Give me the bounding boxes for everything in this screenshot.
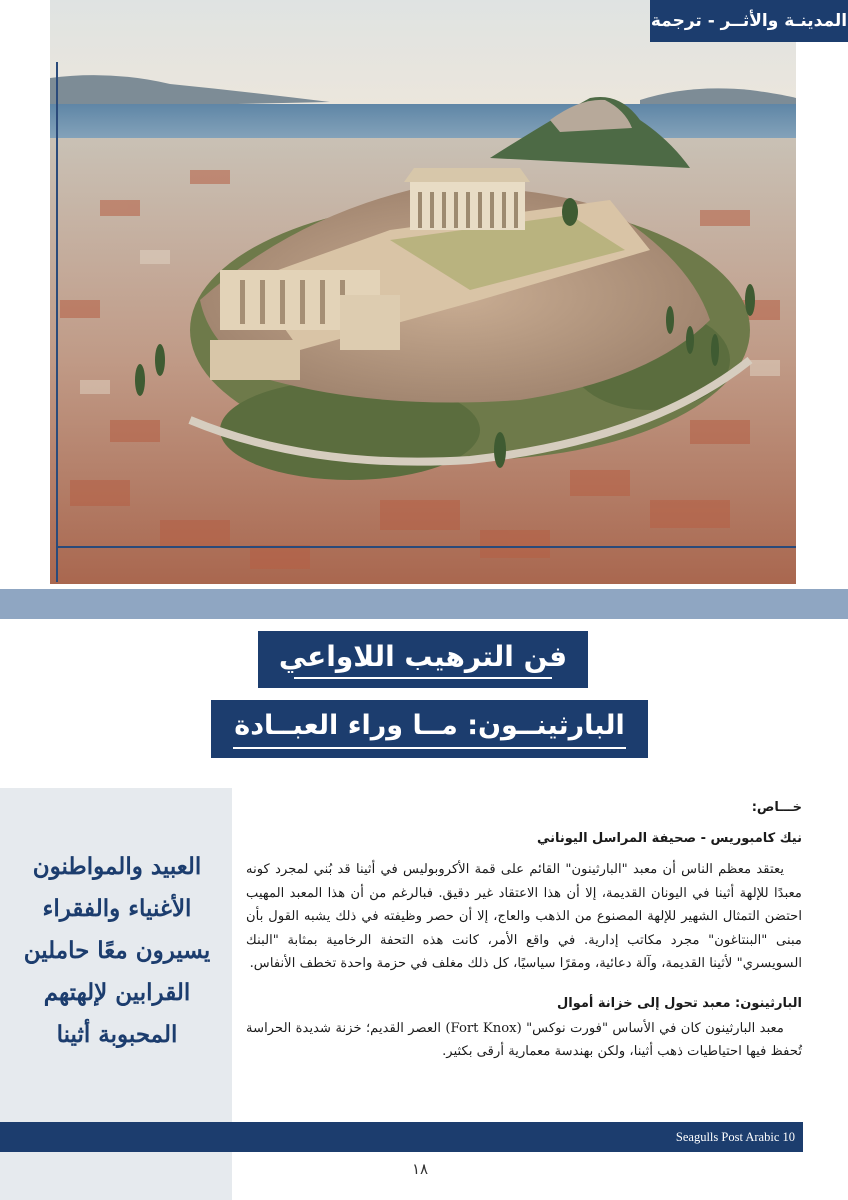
article-paragraph-2-end: ) العصر القديم؛ خزنة شديدة الحراسة تُحفظ فيها احتياطيات ذهب أثينا، ولكن بهندسة معمارية أرقى بكثير.: [246, 1020, 802, 1059]
title-primary: [258, 631, 588, 688]
article-body: [246, 800, 802, 1064]
article-paragraph-2-start: معبد البارثينون كان في الأساس "فورت نوكس" (: [516, 1020, 784, 1036]
article-paragraph-2: [246, 1017, 802, 1064]
pull-quote: العبيد والمواطنون الأغنياء والفقراء يسيرون معًا حاملين القرابين لإلهتهم المحبوبة أثينا: [23, 853, 211, 1048]
frame-line-horizontal: [56, 546, 796, 548]
article-paragraph-1: يعتقد معظم الناس أن معبد "البارثينون" القائم على قمة الأكروبوليس في أثينا قد بُني لمجرد كونه معبدًا للإلهة أثينا في اليونان القديمة، إلا أن هذا الاعتقاد غير دقيق. فبالرغم من أن هذا المعبد المهيب احتضن التمثال الشهير للإلهة المصنوع من الذهب والعاج، إلا أن حصر وظيفته في ذلك يشبه القول بأن مبنى "البنتاغون" مجرد مكاتب إدارية. في واقع الأمر، كانت هذه التحفة الرخامية بمثابة "البنك السويسري" لأثينا القديمة، وآلة دعائية، ومقرًا سياسيًا، كل ذلك مغلف في حزمة واحدة تخطف الأنفاس.: [246, 862, 802, 971]
footer-publication: Seagulls Post Arabic 10: [675, 1130, 795, 1144]
article-kicker: خـــاص:: [751, 800, 802, 815]
page-number: ١٨: [411, 1160, 429, 1178]
title-primary-underline: [294, 677, 552, 679]
separator-band: [0, 589, 848, 619]
fort-knox-term: Fort Knox: [450, 1020, 517, 1036]
footer-bar: [0, 1122, 803, 1152]
title-secondary: [211, 700, 648, 758]
article-subhead: البارثينون: معبد تحول إلى خزانة أموال: [556, 995, 802, 1011]
title-secondary-text: البارثينــون: مــا وراء العبــادة: [234, 710, 625, 741]
title-secondary-underline: [233, 747, 626, 749]
article-byline: نيك كامبوريس - صحيفة المراسل اليوناني: [536, 831, 802, 846]
title-primary-text: فن الترهيب اللاواعي: [278, 640, 568, 673]
section-tag: المدينـة والأثــر - ترجمة: [650, 0, 848, 42]
hero-image-acropolis: [50, 0, 796, 584]
frame-line-vertical: [56, 62, 58, 582]
